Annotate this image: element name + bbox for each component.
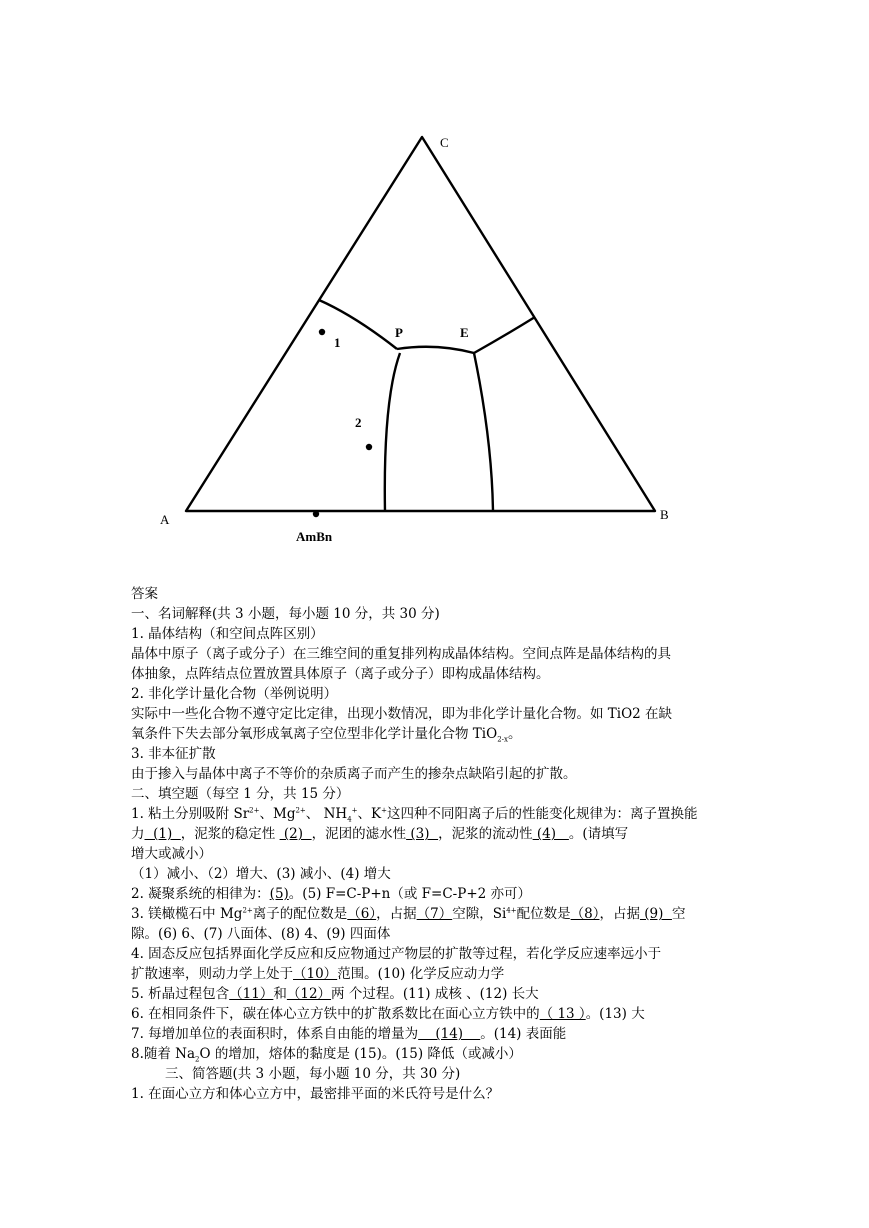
boundary-curve-right xyxy=(474,317,535,353)
answer-2-1: （1）减小、（2）增大、(3) 减小、(4) 增大 xyxy=(131,866,391,882)
answer-1-3: 由于掺入与晶体中离子不等价的杂质离子而产生的掺杂点缺陷引起的扩散。 xyxy=(131,766,577,782)
section-1-heading: 一、名词解释(共 3 小题，每小题 10 分，共 30 分) xyxy=(131,606,440,622)
point-1 xyxy=(319,329,325,335)
label-vertex-a: A xyxy=(160,512,170,527)
question-3-1: 1. 在面心立方和体心立方中，最密排平面的米氏符号是什么？ xyxy=(131,1086,500,1102)
triangle-outline xyxy=(186,137,655,511)
question-2-7: 7. 每增加单位的表面积时，体系自由能的增量为 (14) 。(14) 表面能 xyxy=(131,1026,567,1042)
question-2-5: 5. 析晶过程包含（11）和（12）两 个过程。(11) 成核 、(12) 长大 xyxy=(131,986,539,1002)
answer-1-1-line1: 晶体中原子（离子或分子）在三维空间的重复排列构成晶体结构。空间点阵是晶体结构的具 xyxy=(131,646,671,662)
boundary-curve-left xyxy=(319,300,397,349)
label-point-2: 2 xyxy=(355,415,362,430)
question-2-6: 6. 在相同条件下，碳在体心立方铁中的扩散系数比在面心立方铁中的（ 13 ）。(13) 大 xyxy=(131,1006,645,1022)
label-point-1: 1 xyxy=(334,335,341,350)
answer-1-2-line1: 实际中一些化合物不遵守定比定律，出现小数情况，即为非化学计量化合物。如 TiO2 在缺 xyxy=(131,706,673,722)
question-2-4-line2: 扩散速率，则动力学上处于（10）范围。(10) 化学反应动力学 xyxy=(131,966,505,982)
label-vertex-c: C xyxy=(440,135,449,150)
question-1-1: 1. 晶体结构（和空间点阵区别） xyxy=(131,626,324,642)
point-2 xyxy=(366,444,372,450)
section-2-heading: 二、填空题（每空 1 分，共 15 分） xyxy=(131,786,350,802)
ternary-phase-diagram xyxy=(0,0,869,570)
question-2-1-line2: 力 (1) ，泥浆的稳定性 (2) ，泥团的滤水性 (3) ，泥浆的流动性 (4) 。(请填写 xyxy=(131,826,629,842)
question-1-2: 2. 非化学计量化合物（举例说明） xyxy=(131,686,338,702)
boundary-curve-down-left xyxy=(385,353,400,512)
label-point-p: P xyxy=(395,325,403,340)
boundary-curve-pe xyxy=(397,347,474,353)
question-2-4-line1: 4. 固态反应包括界面化学反应和反应物通过产物层的扩散等过程，若化学反应速率远小于 xyxy=(131,946,662,962)
label-point-e: E xyxy=(460,325,469,340)
answer-text xyxy=(131,584,751,1104)
heading-answers: 答案 xyxy=(131,586,158,602)
question-2-8: 8.随着 $Na_2O$ 的增加，熔体的黏度是 (15)。(15) 降低（或减小） xyxy=(131,1046,522,1064)
question-2-3-line1: 3. 镁橄榄石中 $Mg^{2+}$离子的配位数是（6），占据（7）空隙，$Si^{4+}$配位数是（8），占据 (9) 空 xyxy=(131,906,686,922)
question-2-2: 2. 凝聚系统的相律为：(5)。(5) F=C-P+n（或 F=C-P+2 亦可） xyxy=(131,886,532,902)
answer-1-2-line2: 氧条件下失去部分氧形成氧离子空位型非化学计量化合物 TiO$_{2-x}$。 xyxy=(131,726,522,744)
question-2-3-line2: 隙。(6) 6、(7) 八面体、(8) 4、(9) 四面体 xyxy=(131,926,391,942)
label-vertex-b: B xyxy=(660,507,669,522)
question-1-3: 3. 非本征扩散 xyxy=(131,746,216,762)
boundary-curve-down-right xyxy=(474,353,493,512)
question-2-1-line3: 增大或减小） xyxy=(131,846,212,862)
question-2-1-line1: 1. 粘土分别吸附 $Sr^{2+}$、$Mg^{2+}$、 $NH_4^+$、K+这四种不同阳离子后的性能变化规律为：离子置换能 xyxy=(131,806,698,824)
section-3-heading: 三、简答题(共 3 小题，每小题 10 分，共 30 分) xyxy=(165,1066,461,1082)
point-ambn xyxy=(313,511,319,517)
answer-1-1-line2: 体抽象，点阵结点位置放置具体原子（离子或分子）即构成晶体结构。 xyxy=(131,666,550,682)
label-ambn: AmBn xyxy=(296,529,333,544)
